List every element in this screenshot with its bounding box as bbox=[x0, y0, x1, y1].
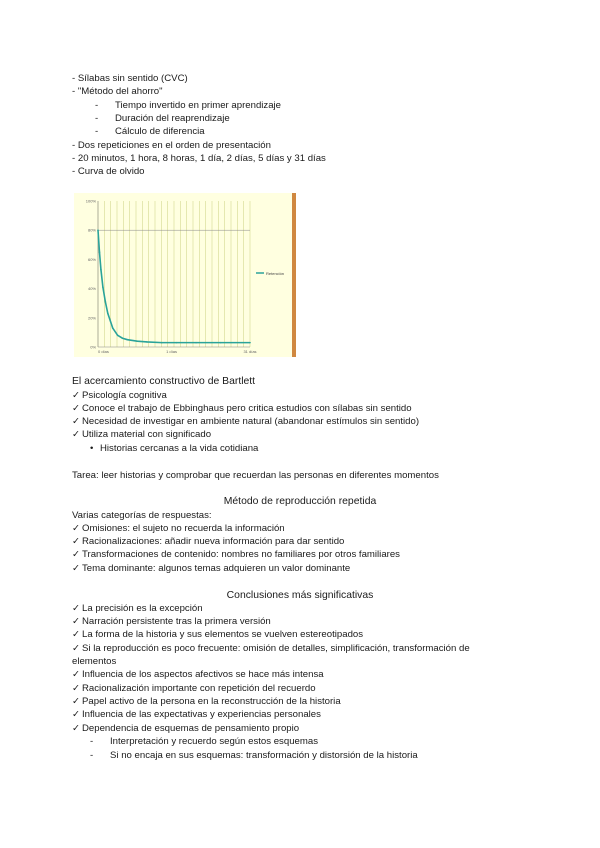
intro-sub-item: - Duración del reaprendizaje bbox=[95, 113, 230, 124]
checklist-item: ✓ Transformaciones de contenido: nombres no familiares por otros familiares bbox=[72, 549, 400, 560]
data-point bbox=[100, 269, 102, 271]
data-point bbox=[146, 341, 148, 343]
data-point bbox=[127, 339, 129, 341]
checklist-item: ✓ Necesidad de investigar en ambiente natural (abandonar estímulos sin sentido) bbox=[72, 416, 420, 427]
checklist-item: ✓ Psicología cognitiva bbox=[72, 390, 167, 401]
legend-label: Retención bbox=[266, 271, 285, 276]
y-tick-label: 40% bbox=[87, 286, 96, 292]
checklist-item: ✓ Utiliza material con significado bbox=[72, 429, 212, 440]
sub-item: - Si no encaja en sus esquemas: transformación y distorsión de la historia bbox=[90, 750, 418, 761]
checklist-item: ✓ Tema dominante: algunos temas adquieren un valor dominante bbox=[72, 563, 351, 574]
y-tick-label: 0% bbox=[90, 344, 96, 350]
checklist-item-wrap: elementos bbox=[72, 656, 117, 667]
data-point bbox=[97, 229, 99, 231]
data-point bbox=[249, 342, 251, 344]
intro-item-repetitions: - Dos repeticiones en el orden de presentación bbox=[72, 140, 271, 151]
intro-item-savings-method: - "Método del ahorro" bbox=[72, 86, 163, 97]
sub-item: - Interpretación y recuerdo según estos esquemas bbox=[90, 736, 318, 747]
checklist-item: ✓ Racionalizaciones: añadir nueva información para dar sentido bbox=[72, 536, 345, 547]
intro-item-curve: - Curva de olvido bbox=[72, 166, 145, 177]
y-tick-label: 100% bbox=[85, 198, 96, 204]
checklist-item: ✓ Dependencia de esquemas de pensamiento propio bbox=[72, 723, 300, 734]
section-title-conclusions: Conclusiones más significativas bbox=[226, 590, 374, 601]
x-tick-label: 31 días bbox=[243, 349, 257, 354]
intro-item-intervals: - 20 minutos, 1 hora, 8 horas, 1 día, 2 días, 5 días y 31 días bbox=[72, 153, 326, 164]
data-point bbox=[105, 301, 107, 303]
chart-background bbox=[74, 193, 292, 357]
checklist-item: ✓ Racionalización importante con repetición del recuerdo bbox=[72, 683, 316, 694]
forgetting-curve-chart bbox=[74, 193, 296, 357]
y-tick-label: 60% bbox=[87, 256, 96, 262]
data-point bbox=[136, 340, 138, 342]
data-point bbox=[117, 335, 119, 337]
checklist-item: ✓ La precisión es la excepción bbox=[72, 603, 203, 614]
data-point bbox=[102, 286, 104, 288]
bullet-sub-item: • Historias cercanas a la vida cotidiana bbox=[90, 443, 259, 454]
data-point bbox=[220, 342, 222, 344]
intro-sub-item: - Cálculo de diferencia bbox=[95, 126, 205, 137]
checklist-item: ✓ Papel activo de la persona en la reconstrucción de la historia bbox=[72, 696, 341, 707]
section-title-bartlett: El acercamiento constructivo de Bartlett bbox=[72, 376, 256, 387]
data-point bbox=[99, 251, 101, 253]
y-tick-label: 20% bbox=[87, 315, 96, 321]
chart-right-frame bbox=[292, 193, 296, 357]
data-point bbox=[122, 337, 124, 339]
checklist-item: ✓ Influencia de los aspectos afectivos se hace más intensa bbox=[72, 669, 324, 680]
checklist-item: ✓ La forma de la historia y sus elementos se vuelven estereotipados bbox=[72, 629, 364, 640]
checklist-item: ✓ Si la reproducción es poco frecuente: omisión de detalles, simplificación, transformación de bbox=[72, 643, 470, 654]
data-point bbox=[161, 342, 163, 344]
checklist-item: ✓ Omisiones: el sujeto no recuerda la información bbox=[72, 523, 285, 534]
checklist-item: ✓ Conoce el trabajo de Ebbinghaus pero critica estudios con sílabas sin sentido bbox=[72, 403, 412, 414]
task-text: Tarea: leer historias y comprobar que recuerdan las personas en diferentes momentos bbox=[72, 470, 439, 481]
intro-sub-item: - Tiempo invertido en primer aprendizaje bbox=[95, 100, 282, 111]
y-tick-label: 80% bbox=[87, 227, 96, 233]
checklist-item: ✓ Influencia de las expectativas y experiencias personales bbox=[72, 709, 321, 720]
section-title-method: Método de reproducción repetida bbox=[223, 496, 377, 507]
data-point bbox=[112, 327, 114, 329]
x-tick-label: 0 días bbox=[98, 349, 109, 354]
intro-item-syllables: - Sílabas sin sentido (CVC) bbox=[72, 73, 188, 84]
data-point bbox=[107, 313, 109, 315]
x-tick-label: 1 días bbox=[166, 349, 178, 354]
data-point bbox=[176, 342, 178, 344]
method-intro: Varias categorías de respuestas: bbox=[72, 510, 212, 521]
checklist-item: ✓ Narración persistente tras la primera versión bbox=[72, 616, 271, 627]
data-point bbox=[195, 342, 197, 344]
